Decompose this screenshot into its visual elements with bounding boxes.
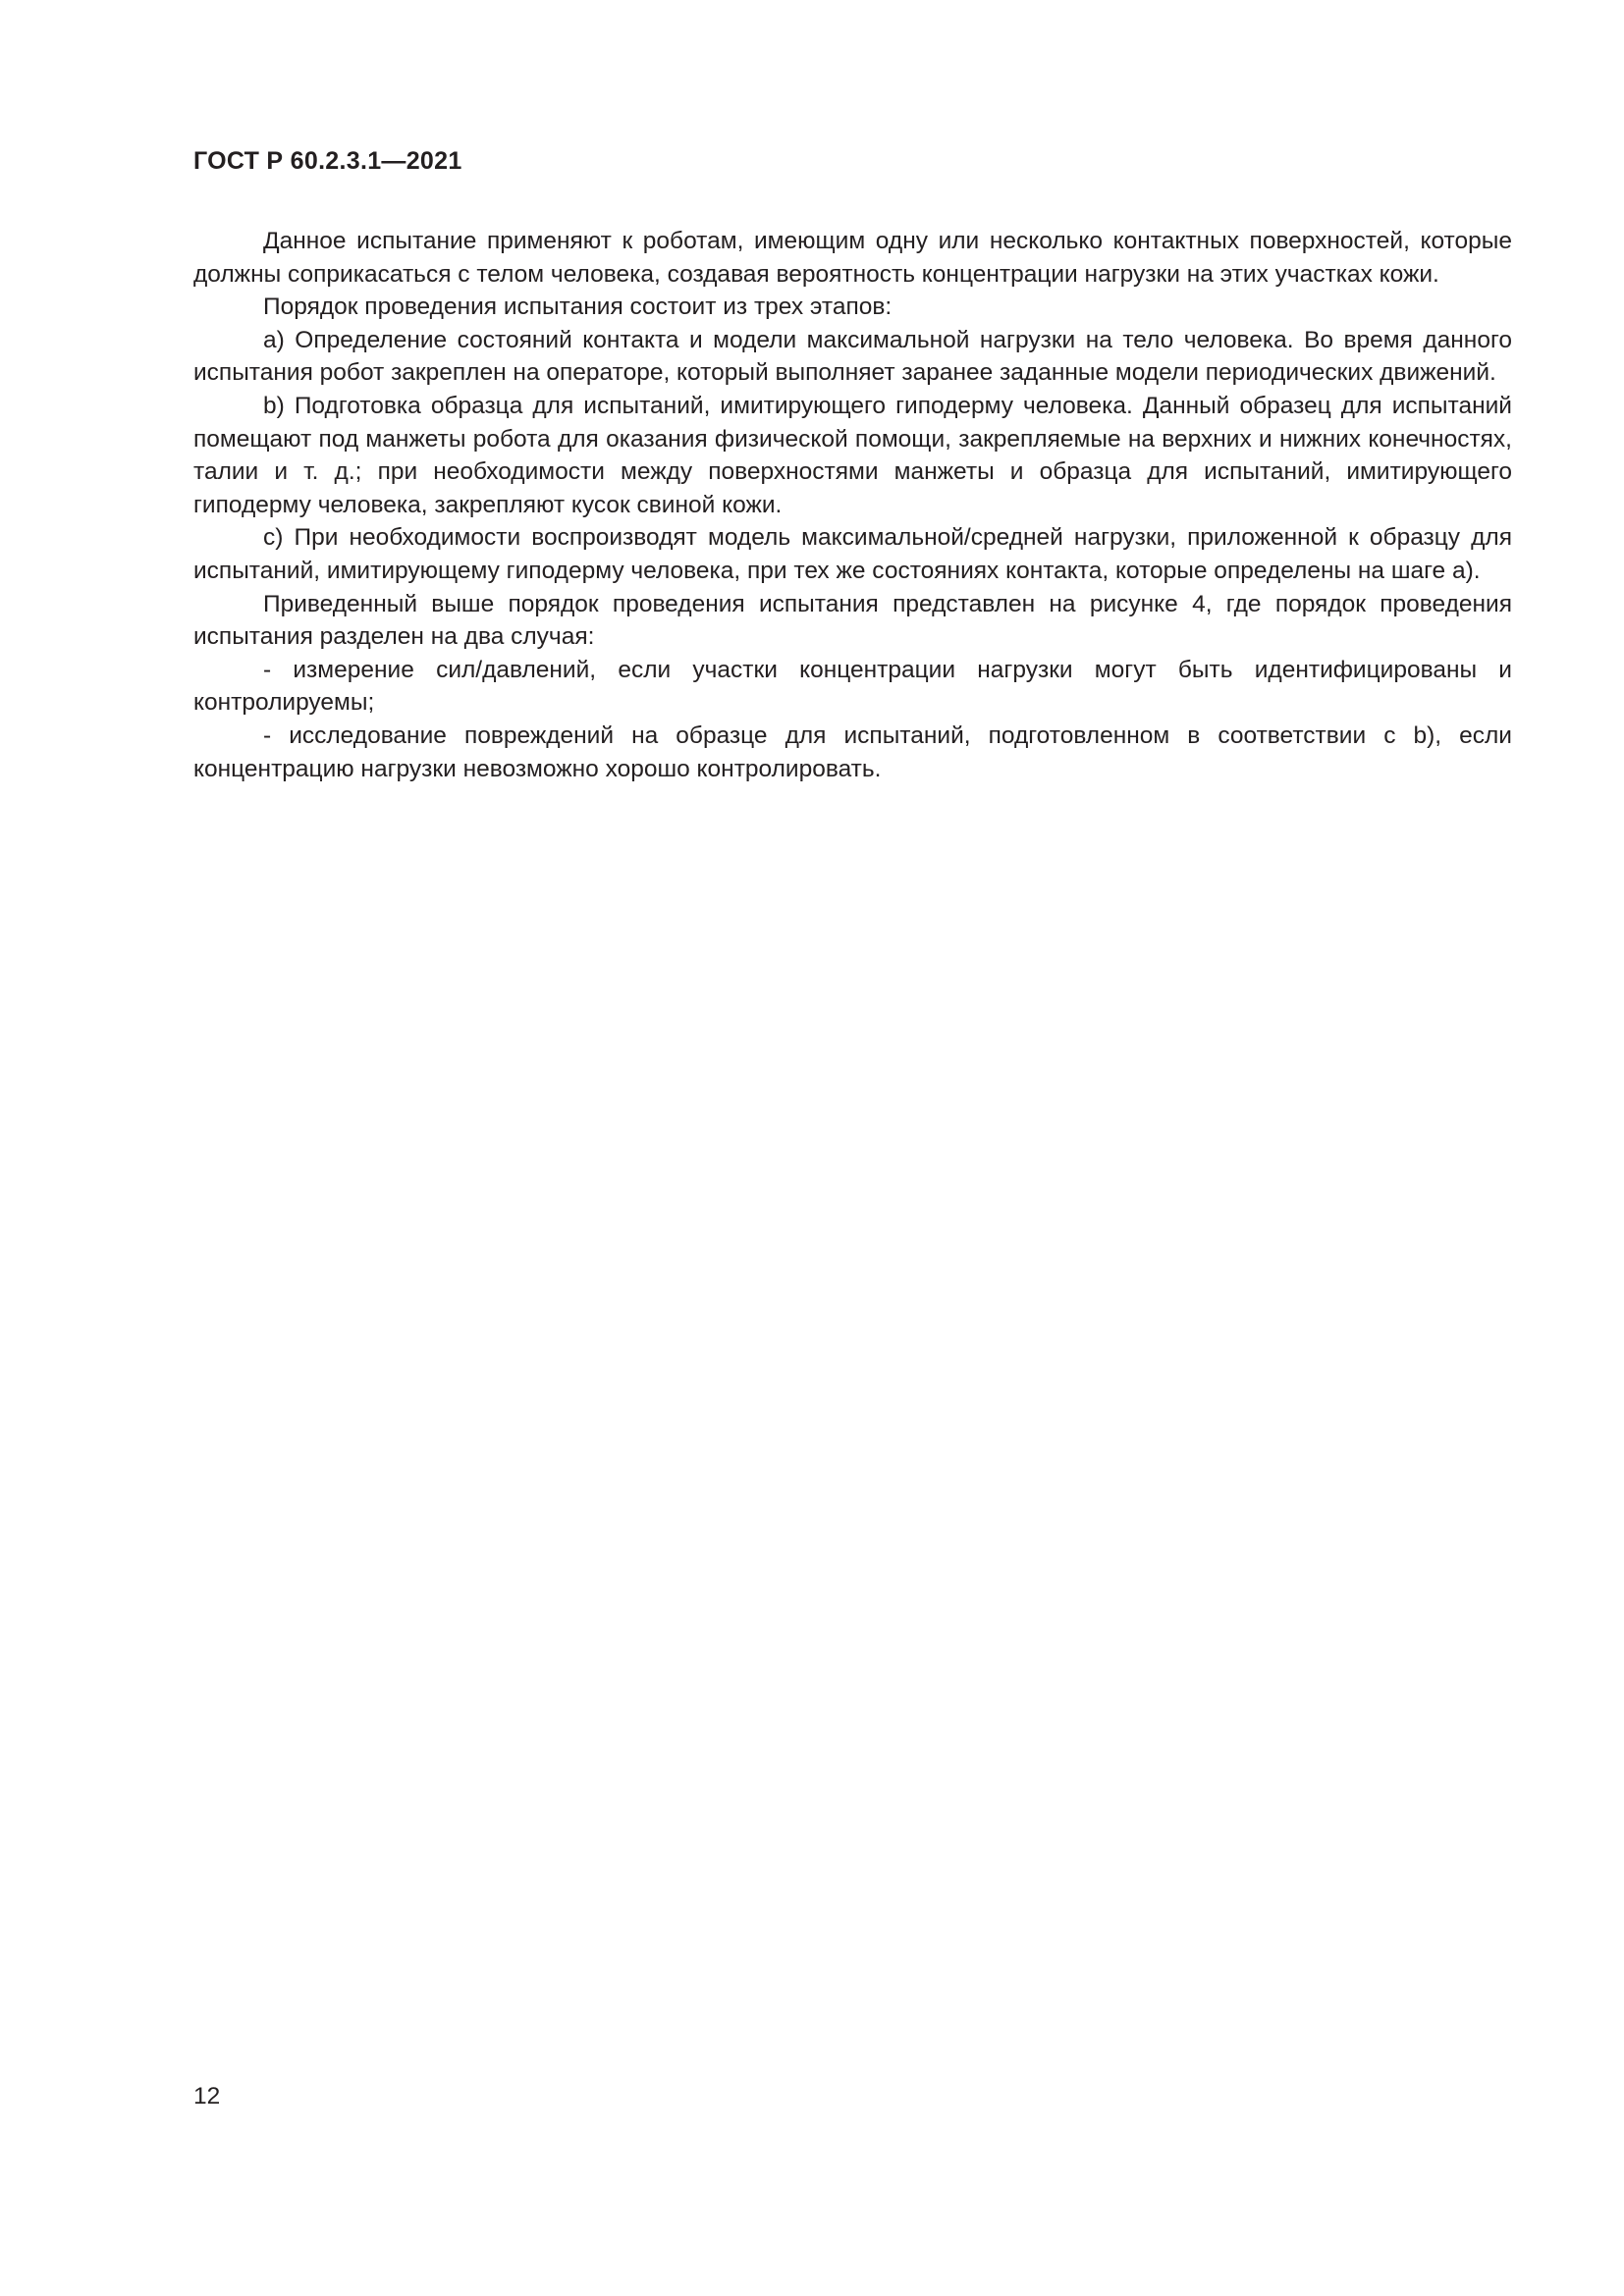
list-item-force-measurement: - измерение сил/давлений, если участки концентрации нагрузки могут быть идентифицированы и контролируемы;: [193, 656, 1512, 717]
document-body: [193, 225, 1512, 785]
paragraph-step-a: а) Определение состояний контакта и модели максимальной нагрузки на тело человека. Во время данного испытания робот закреплен на операторе, который выполняет заранее заданные модели периодических движений.: [193, 326, 1512, 387]
list-item-damage-study: - исследование повреждений на образце для испытаний, подготовленном в соответствии с b), если концентрацию нагрузки невозможно хорошо контролировать.: [193, 721, 1512, 782]
document-header: ГОСТ Р 60.2.3.1—2021: [193, 147, 462, 175]
paragraph-figure-reference: Приведенный выше порядок проведения испытания представлен на рисунке 4, где порядок проведения испытания разделен на два случая:: [193, 590, 1512, 651]
paragraph-step-b: b) Подготовка образца для испытаний, имитирующего гиподерму человека. Данный образец для испытаний помещают под манжеты робота для оказания физической помощи, закрепляемые на верхних и нижних конечностях, талии и т. д.; при необходимости между поверхностями манжеты и образца для испытаний, имитирующего гиподерму человека, закрепляют кусок свиной кожи.: [193, 392, 1512, 518]
paragraph-intro: Данное испытание применяют к роботам, имеющим одну или несколько контактных поверхностей, которые должны соприкасаться с телом человека, создавая вероятность концентрации нагрузки на этих участках кожи.: [193, 228, 1512, 288]
paragraph-step-c: с) При необходимости воспроизводят модель максимальной/средней нагрузки, приложенной к образцу для испытаний, имитирующему гиподерму человека, при тех же состояниях контакта, которые определены на шаге а).: [193, 524, 1512, 584]
paragraph-procedure-intro: Порядок проведения испытания состоит из трех этапов:: [263, 294, 893, 321]
page-number: 12: [193, 2083, 221, 2109]
